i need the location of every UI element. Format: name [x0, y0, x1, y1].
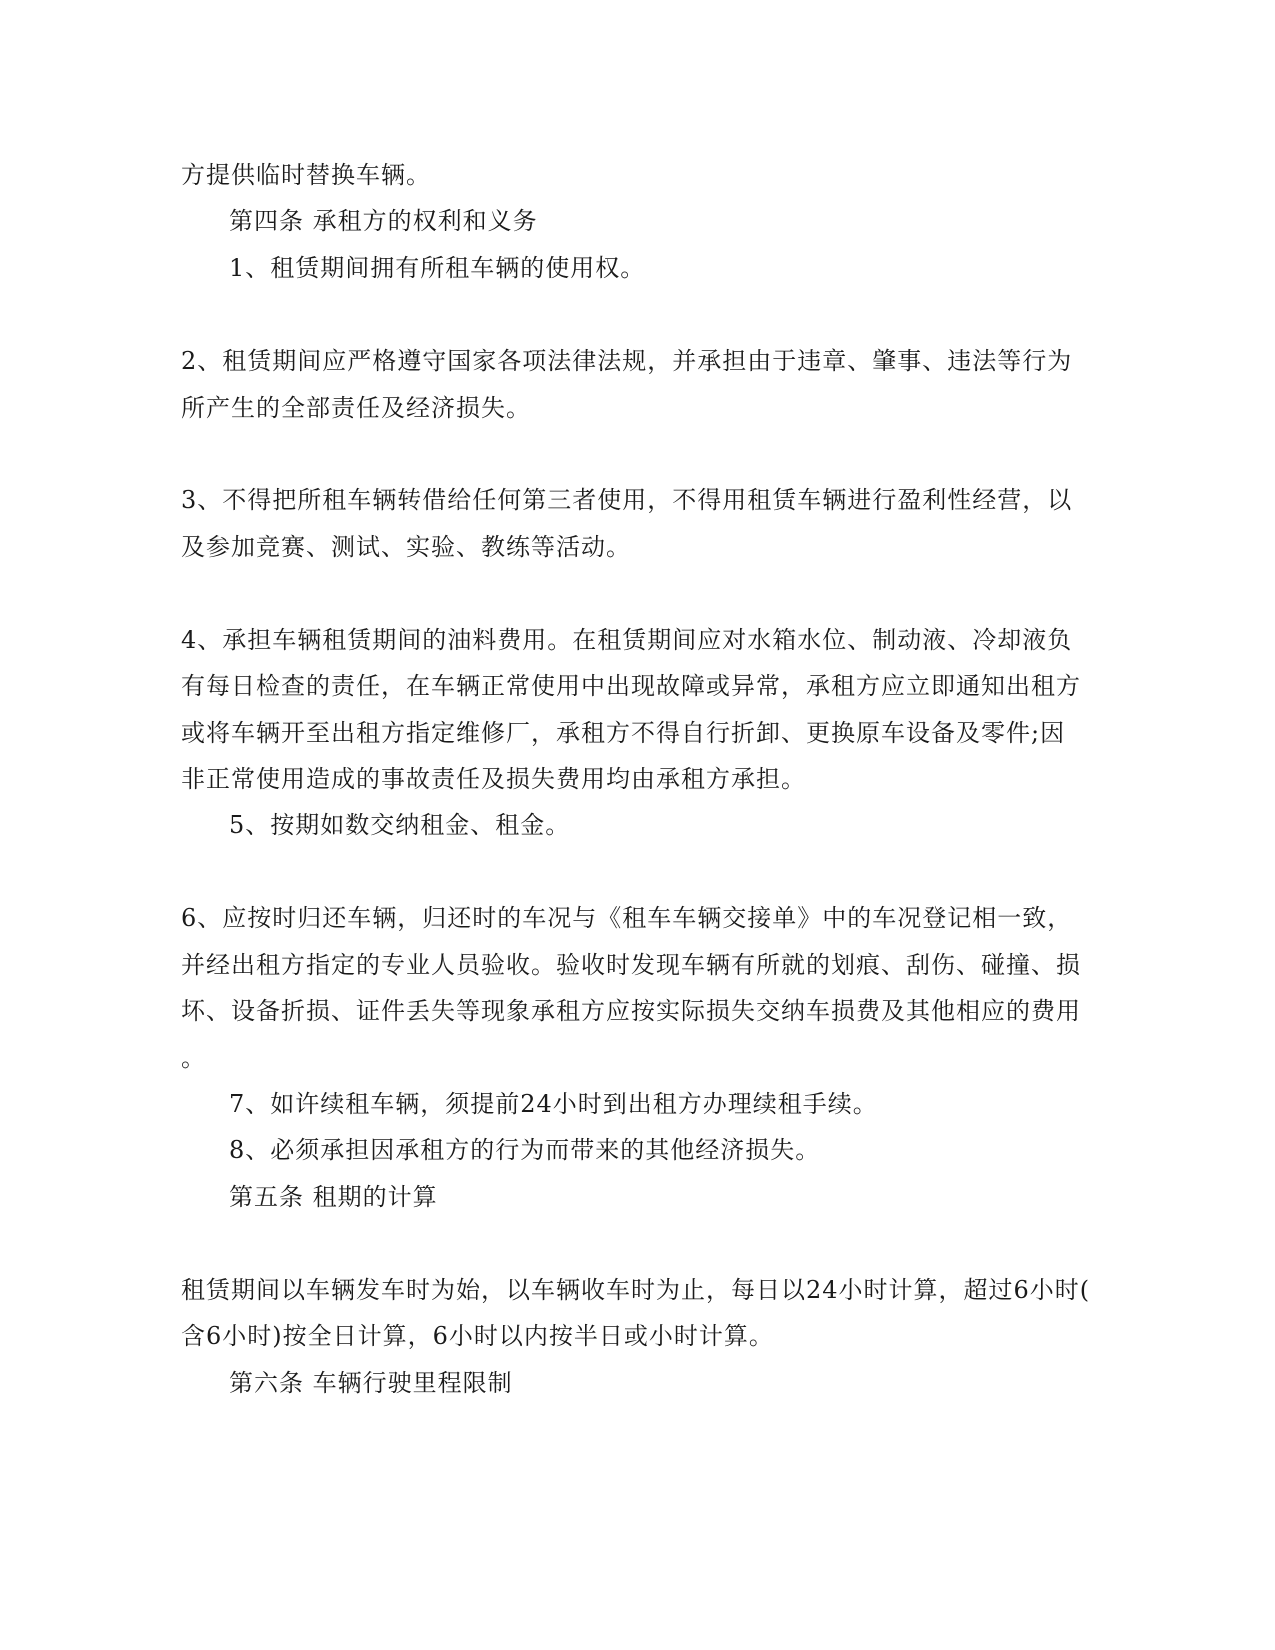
text-line: 。 — [181, 1044, 206, 1072]
text-line: 坏、设备折损、证件丢失等现象承租方应按实际损失交纳车损费及其他相应的费用 — [181, 997, 1081, 1025]
text-line: 或将车辆开至出租方指定维修厂，承租方不得自行折卸、更换原车设备及零件;因 — [181, 719, 1066, 747]
text-line: 及参加竞赛、测试、实验、教练等活动。 — [181, 533, 631, 561]
text-line: 方提供临时替换车辆。 — [181, 161, 431, 189]
clause-item: 1、租赁期间拥有所租车辆的使用权。 — [229, 254, 646, 282]
clause-item: 4、承担车辆租赁期间的油料费用。在租赁期间应对水箱水位、制动液、冷却液负 — [181, 626, 1073, 654]
clause-item: 6、应按时归还车辆，归还时的车况与《租车车辆交接单》中的车况登记相一致， — [181, 904, 1073, 932]
text-line: 非正常使用造成的事故责任及损失费用均由承租方承担。 — [181, 765, 806, 793]
clause-item: 7、如许续租车辆，须提前24小时到出租方办理续租手续。 — [229, 1090, 878, 1118]
clause-item: 2、租赁期间应严格遵守国家各项法律法规，并承担由于违章、肇事、违法等行为 — [181, 347, 1073, 375]
section-heading: 第五条 租期的计算 — [229, 1183, 438, 1211]
text-line: 所产生的全部责任及经济损失。 — [181, 394, 531, 422]
text-line: 并经出租方指定的专业人员验收。验收时发现车辆有所就的划痕、刮伤、碰撞、损 — [181, 951, 1081, 979]
section-heading: 第四条 承租方的权利和义务 — [229, 207, 538, 235]
clause-item: 3、不得把所租车辆转借给任何第三者使用，不得用租赁车辆进行盈利性经营，以 — [181, 486, 1073, 514]
text-line: 含6小时)按全日计算，6小时以内按半日或小时计算。 — [181, 1322, 774, 1350]
section-heading: 第六条 车辆行驶里程限制 — [229, 1369, 513, 1397]
clause-item: 8、必须承担因承租方的行为而带来的其他经济损失。 — [229, 1136, 821, 1164]
text-line: 租赁期间以车辆发车时为始，以车辆收车时为止，每日以24小时计算，超过6小时( — [181, 1276, 1091, 1304]
text-line: 有每日检查的责任，在车辆正常使用中出现故障或异常，承租方应立即通知出租方 — [181, 672, 1081, 700]
clause-item: 5、按期如数交纳租金、租金。 — [229, 811, 571, 839]
